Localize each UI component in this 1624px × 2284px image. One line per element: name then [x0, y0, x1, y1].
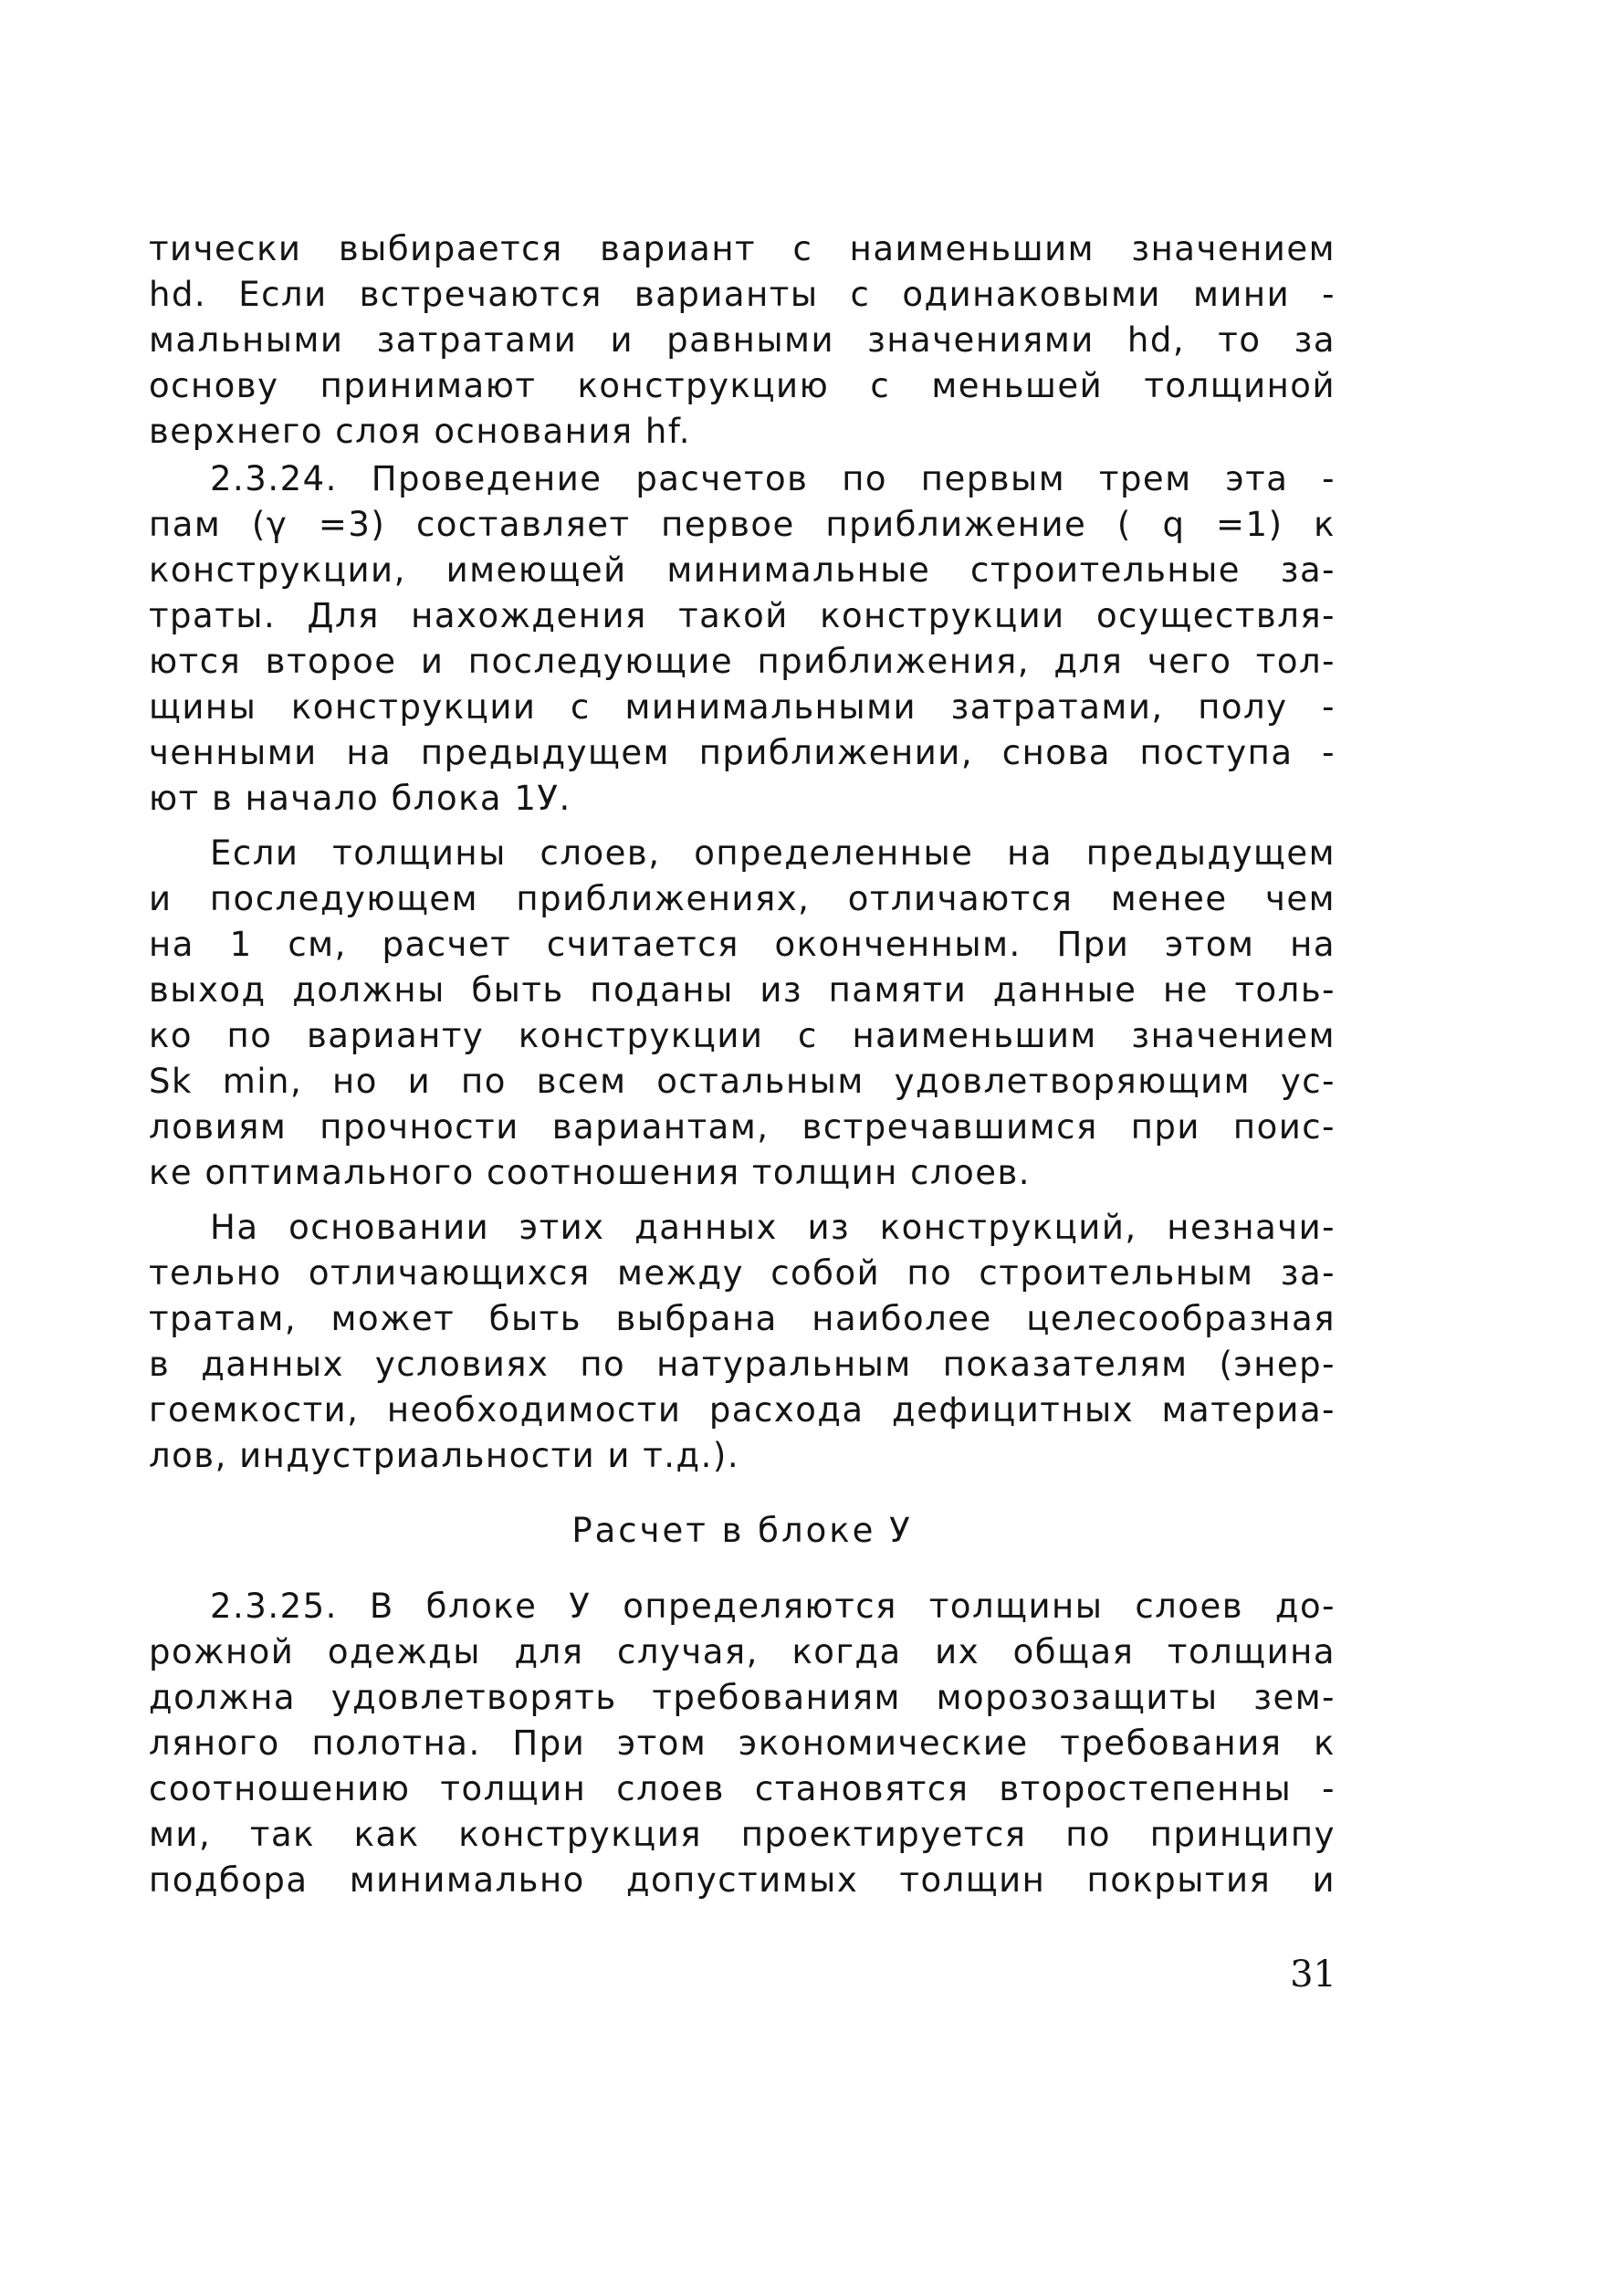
paragraph-start: Если толщины слоев, определенные на предыдущем	[210, 833, 1336, 873]
text-line: мальными затратами и равными значениями hd, то за	[149, 320, 1336, 360]
text-line: ко по варианту конструкции с наименьшим значением	[149, 1016, 1336, 1055]
text-line: и последующем приближениях, отличаются менее чем	[149, 879, 1336, 918]
text-line: тически выбирается вариант с наименьшим значением	[149, 229, 1336, 268]
text-line: подбора минимально допустимых толщин покрытия и	[149, 1860, 1336, 1900]
section-heading: Расчет в блоке У	[571, 1511, 913, 1550]
text-line: ловиям прочности вариантам, встречавшимся при поис-	[149, 1107, 1336, 1147]
text-line: тельно отличающихся между собой по строительным за-	[149, 1253, 1336, 1293]
text-line: щины конструкции с минимальными затратами, полу -	[149, 687, 1336, 727]
text-line: ми, так как конструкция проектируется по принципу	[149, 1815, 1336, 1854]
text-line: hd. Если встречаются варианты с одинаковыми мини -	[149, 275, 1336, 314]
paragraph-start: 2.3.24. Проведение расчетов по первым трем эта -	[210, 459, 1336, 498]
paragraph-start: На основании этих данных из конструкций, незначи-	[210, 1208, 1336, 1247]
text-line: основу принимают конструкцию с меньшей толщиной	[149, 366, 1336, 405]
text-line: выход должны быть поданы из памяти данные не толь-	[149, 970, 1336, 1010]
text-line: лов, индустриальности и т.д.).	[149, 1436, 740, 1475]
text-line: в данных условиях по натуральным показателям (энер-	[149, 1345, 1336, 1384]
text-line: соотношению толщин слоев становятся второстепенны -	[149, 1769, 1336, 1808]
page-number: 31	[1290, 1954, 1336, 1996]
text-line: ляного полотна. При этом экономические требования к	[149, 1723, 1336, 1763]
text-line: траты. Для нахождения такой конструкции осуществля-	[149, 596, 1336, 635]
text-line: рожной одежды для случая, когда их общая толщина	[149, 1632, 1336, 1671]
text-line: Sk min, но и по всем остальным удовлетворяющим ус-	[149, 1062, 1336, 1101]
text-line: тратам, может быть выбрана наиболее целесообразная	[149, 1299, 1336, 1338]
text-line: ченными на предыдущем приближении, снова поступа -	[149, 733, 1336, 772]
text-line: должна удовлетворять требованиям морозозащиты зем-	[149, 1678, 1336, 1717]
text-line: конструкции, имеющей минимальные строительные за-	[149, 550, 1336, 590]
text-line: пам (γ =3) составляет первое приближение ( q =1) к	[149, 505, 1336, 544]
text-line: на 1 см, расчет считается оконченным. При этом на	[149, 925, 1336, 964]
text-line: верхнего слоя основания hf.	[149, 412, 691, 451]
text-line: ются второе и последующие приближения, для чего тол-	[149, 642, 1336, 681]
text-line: гоемкости, необходимости расхода дефицитных материа-	[149, 1390, 1336, 1430]
text-line: ке оптимального соотношения толщин слоев.	[149, 1153, 1032, 1192]
paragraph-start: 2.3.25. В блоке У определяются толщины слоев до-	[210, 1587, 1336, 1626]
text-line: ют в начало блока 1У.	[149, 779, 571, 818]
